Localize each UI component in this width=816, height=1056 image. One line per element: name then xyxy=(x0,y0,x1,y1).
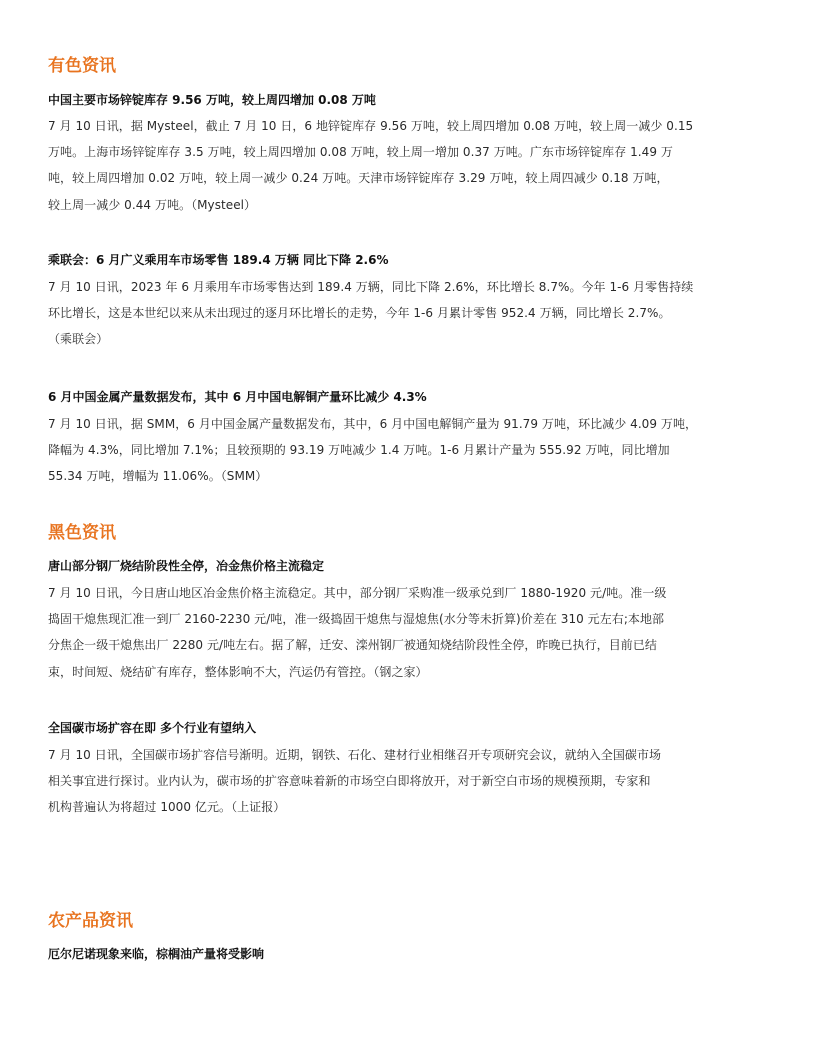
section-title-nonferrous: 有色资讯 xyxy=(48,56,116,76)
text-line: 7 月 10 日讯，据 SMM，6 月中国金属产量数据发布，其中，6 月中国电解铜产量为 91.79 万吨，环比减少 4.09 万吨， xyxy=(48,417,698,431)
text-line: 相关事宜进行探讨。业内认为，碳市场的扩容意味着新的市场空白即将放开，对于新空白市场的规模预期，专家和 xyxy=(48,774,651,789)
text-line: 环比增长，这是本世纪以来从未出现过的逐月环比增长的走势，今年 1-6 月累计零售 952.4 万辆，同比增长 2.7%。 xyxy=(48,306,671,321)
article-title-zinc-inventory: 中国主要市场锌锭库存 9.56 万吨，较上周四增加 0.08 万吨 xyxy=(48,93,376,107)
article-body-zinc-inventory xyxy=(48,113,760,218)
article-body-carbon-market xyxy=(48,742,760,821)
text-line: 55.34 万吨，增幅为 11.06%。（SMM） xyxy=(48,469,268,484)
article-title-tangshan-coke: 唐山部分钢厂烧结阶段性全停，冶金焦价格主流稳定 xyxy=(48,559,325,573)
section-title-agriculture: 农产品资讯 xyxy=(48,911,133,931)
text-line: 7 月 10 日讯，全国碳市场扩容信号渐明。近期，钢铁、石化、建材行业相继召开专项研究会议，就纳入全国碳市场 xyxy=(48,748,662,762)
text-line: 7 月 10 日讯，今日唐山地区冶金焦价格主流稳定。其中，部分钢厂采购准一级承兑到厂 1880-1920 元/吨。准一级 xyxy=(48,586,667,600)
text-line: 分焦企一级干熄焦出厂 2280 元/吨左右。据了解，迁安、滦州钢厂被通知烧结阶段性全停，昨晚已执行，目前已结 xyxy=(48,638,657,653)
section-title-ferrous: 黑色资讯 xyxy=(48,523,116,543)
text-line: 7 月 10 日讯，据 Mysteel，截止 7 月 10 日，6 地锌锭库存 9.56 万吨，较上周四增加 0.08 万吨，较上周一减少 0.15 xyxy=(48,119,694,133)
article-title-metal-output: 6 月中国金属产量数据发布，其中 6 月中国电解铜产量环比减少 4.3% xyxy=(48,390,427,404)
article-title-el-nino-palm-oil: 厄尔尼诺现象来临，棕榈油产量将受影响 xyxy=(48,947,265,961)
article-body-metal-output xyxy=(48,411,760,490)
article-body-car-sales xyxy=(48,274,760,353)
text-line: 7 月 10 日讯，2023 年 6 月乘用车市场零售达到 189.4 万辆，同比下降 2.6%，环比增长 8.7%。今年 1-6 月零售持续 xyxy=(48,280,694,294)
text-line: 较上周一减少 0.44 万吨。（Mysteel） xyxy=(48,197,257,212)
article-title-car-sales: 乘联会：6 月广义乘用车市场零售 189.4 万辆 同比下降 2.6% xyxy=(48,253,389,267)
article-title-carbon-market: 全国碳市场扩容在即 多个行业有望纳入 xyxy=(48,721,257,735)
text-line: （乘联会） xyxy=(48,332,109,347)
article-body-tangshan-coke xyxy=(48,580,760,685)
text-line: 捣固干熄焦现汇准一到厂 2160-2230 元/吨，准一级捣固干熄焦与湿熄焦(水分等未折算)价差在 310 元左右;本地部 xyxy=(48,612,665,627)
text-line: 束，时间短、烧结矿有库存，整体影响不大，汽运仍有管控。（钢之家） xyxy=(48,664,428,679)
text-line: 机构普遍认为将超过 1000 亿元。（上证报） xyxy=(48,800,286,815)
text-line: 降幅为 4.3%，同比增加 7.1%；且较预期的 93.19 万吨减少 1.4 万吨。1-6 月累计产量为 555.92 万吨，同比增加 xyxy=(48,443,670,458)
text-line: 吨，较上周四增加 0.02 万吨，较上周一减少 0.24 万吨。天津市场锌锭库存 3.29 万吨，较上周四减少 0.18 万吨， xyxy=(48,171,669,186)
text-line: 万吨。上海市场锌锭库存 3.5 万吨，较上周四增加 0.08 万吨，较上周一增加 0.37 万吨。广东市场锌锭库存 1.49 万 xyxy=(48,145,673,160)
